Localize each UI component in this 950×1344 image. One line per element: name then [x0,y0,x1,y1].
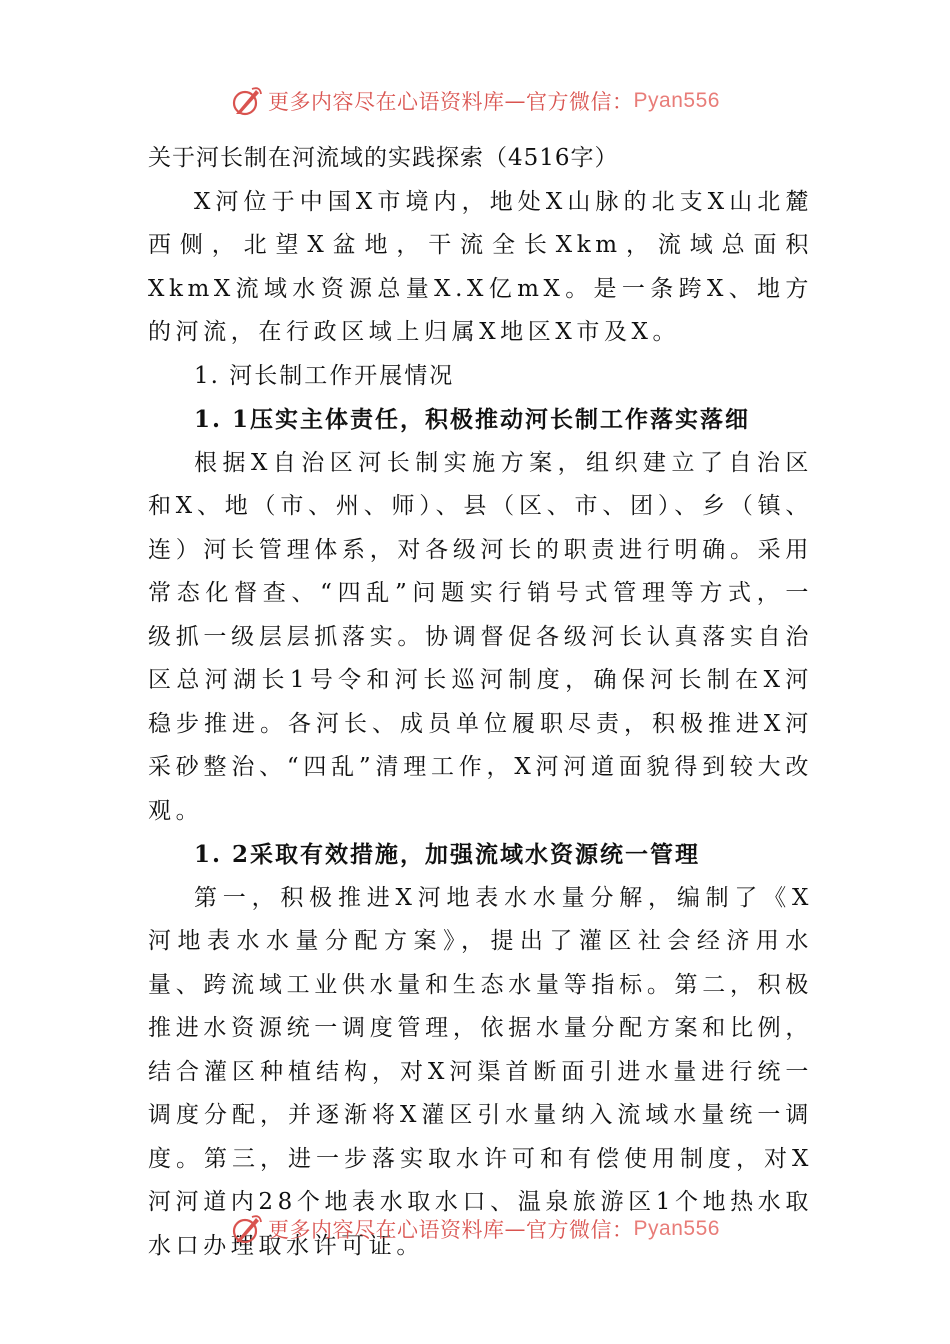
paragraph-1-2: 第一，积极推进X河地表水水量分解，编制了《X河地表水水量分配方案》，提出了灌区社会经济用水量、跨流域工业供水量和生态水量等指标。第二，积极推进水资源统一调度管理，依据水量分配方案和比例，结合灌区种植结构，对X河渠首断面引进水量进行统一调度分配，并逐渐将X灌区引水量纳入流域水量统一调度。第三，进一步落实取水许可和有偿使用制度，对X河河道内28个地表水取水口、温泉旅游区1个地热水取水口办理取水许可证。 [148,884,813,1259]
banner-dash: — [504,1217,527,1241]
section-heading-1: 1. 河长制工作开展情况 [194,362,455,389]
paragraph-1-1: 根据X自治区河长制实施方案，组织建立了自治区和X、地（市、州、师）、县（区、市、团）、乡（镇、连）河长管理体系，对各级河长的职责进行明确。采用常态化督查、“四乱”问题实行销号式管理等方式，一级抓一级层层抓落实。协调督促各级河长认真落实自治区总河湖长1号令和河长巡河制度，确保河长制在X河稳步推进。各河长、成员单位履职尽责，积极推进X河采砂整治、“四乱”清理工作，X河河道面貌得到较大改观。 [148,449,813,824]
quill-logo-icon [230,1212,264,1246]
section-heading-1-2: 1. 2采取有效措施，加强流域水资源统一管理 [194,841,701,868]
banner-site-text: 更多内容尽在心语资料库 [268,1218,505,1242]
banner-wechat-id: Pyan556 [633,89,720,112]
document-title: 关于河长制在河流域的实践探索（4516字） [148,145,619,171]
document-body [148,137,813,1268]
intro-paragraph: X河位于中国X市境内，地处X山脉的北支X山北麓西侧，北望X盆地，干流全长Xkm，流域总面积XkmX流域水资源总量X.X亿mX。是一条跨X、地方的河流，在行政区域上归属X地区X市及X。 [148,188,813,345]
banner-site-text: 更多内容尽在心语资料库 [268,90,505,114]
header-banner [0,84,950,118]
banner-dash: — [504,89,527,113]
quill-logo-icon [230,84,264,118]
banner-label: 官方微信： [526,90,634,114]
banner-wechat-id: Pyan556 [633,1217,720,1240]
section-heading-1-1: 1. 1压实主体责任，积极推动河长制工作落实落细 [194,406,751,433]
banner-label: 官方微信： [526,1218,634,1242]
footer-banner [0,1212,950,1246]
